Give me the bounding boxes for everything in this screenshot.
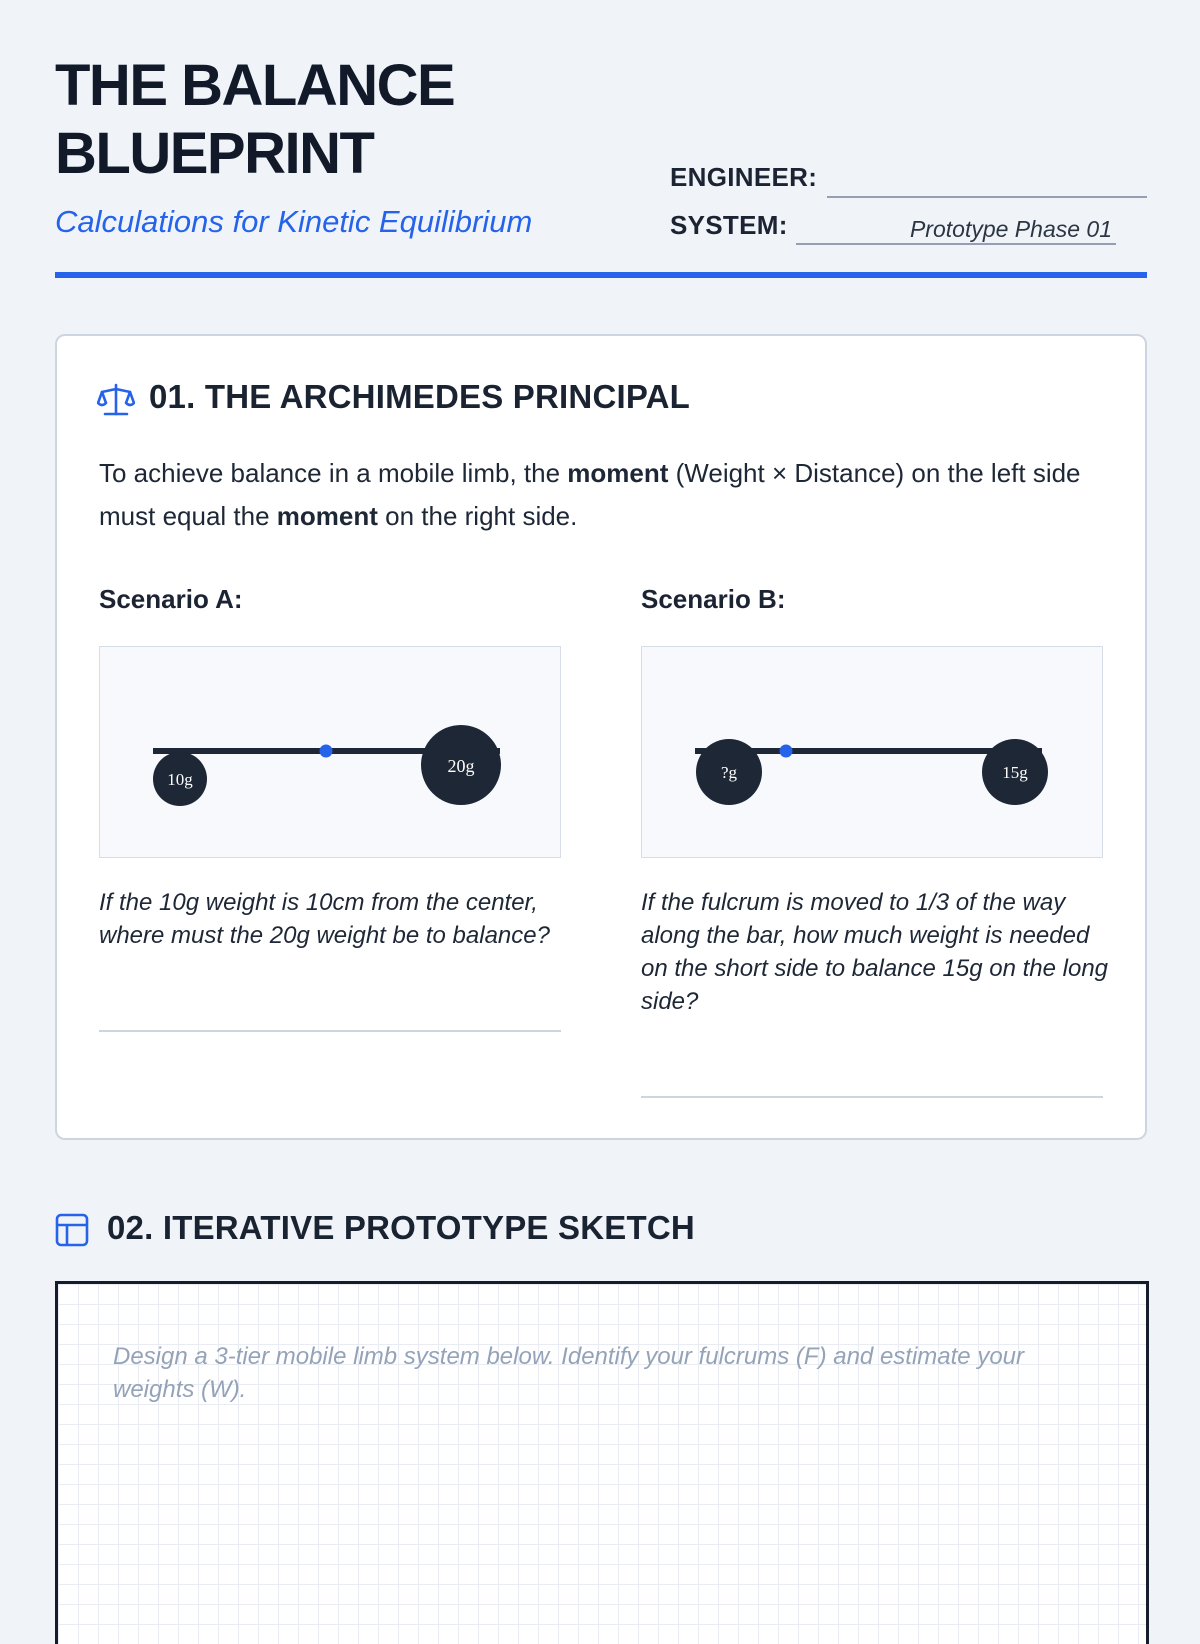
sketch-canvas[interactable] bbox=[55, 1281, 1149, 1644]
moment-term: moment bbox=[567, 458, 669, 488]
scenario-a-label: Scenario A: bbox=[99, 584, 243, 614]
header-divider bbox=[55, 272, 1147, 278]
section-2-title: 02. ITERATIVE PROTOTYPE SKETCH bbox=[107, 1209, 695, 1246]
scenario-a-answer-line[interactable] bbox=[99, 1030, 561, 1032]
page-title bbox=[55, 52, 454, 188]
engineer-field[interactable] bbox=[827, 196, 1147, 198]
system-value: Prototype Phase 01 bbox=[909, 216, 1112, 242]
moment-term: moment bbox=[276, 501, 378, 531]
scenario-a-diagram bbox=[99, 646, 561, 858]
scenario-b-left-label: ?g bbox=[720, 763, 738, 782]
layout-panel-icon bbox=[55, 1213, 89, 1252]
scenario-b-diagram bbox=[641, 646, 1103, 858]
scenario-b-label: Scenario B: bbox=[641, 584, 786, 614]
scenario-b-right-label: 15g bbox=[1002, 763, 1028, 782]
section-1-intro: To achieve balance in a mobile limb, the moment (Weight × Distance) on the left side must equal the moment on the right side. bbox=[99, 458, 1081, 531]
scenario-b-fulcrum bbox=[780, 745, 793, 758]
engineer-label: ENGINEER: bbox=[670, 162, 818, 192]
page-subtitle: Calculations for Kinetic Equilibrium bbox=[55, 204, 533, 239]
scenario-a-fulcrum bbox=[320, 745, 333, 758]
archimedes-section-card bbox=[55, 334, 1147, 1140]
system-field[interactable] bbox=[796, 243, 1116, 245]
scenario-a-question: If the 10g weight is 10cm from the center, where must the 20g weight be to balance? bbox=[99, 889, 550, 949]
section-1-title: 01. THE ARCHIMEDES PRINCIPAL bbox=[149, 378, 690, 415]
scenario-b-question: If the fulcrum is moved to 1/3 of the way along the bar, how much weight is needed on the short side to balance 15g on the long side? bbox=[641, 889, 1109, 1015]
scenario-b-answer-line[interactable] bbox=[641, 1096, 1103, 1098]
title-line-2: BLUEPRINT bbox=[55, 121, 374, 186]
scenario-a-right-label: 20g bbox=[447, 756, 475, 776]
balance-scale-icon bbox=[97, 382, 135, 423]
system-label: SYSTEM: bbox=[670, 210, 788, 240]
title-line-1: THE BALANCE bbox=[55, 53, 455, 118]
sketch-prompt: Design a 3-tier mobile limb system below. Identify your fulcrums (F) and estimate your weights (W). bbox=[113, 1343, 1025, 1403]
scenario-a-left-label: 10g bbox=[167, 770, 193, 789]
